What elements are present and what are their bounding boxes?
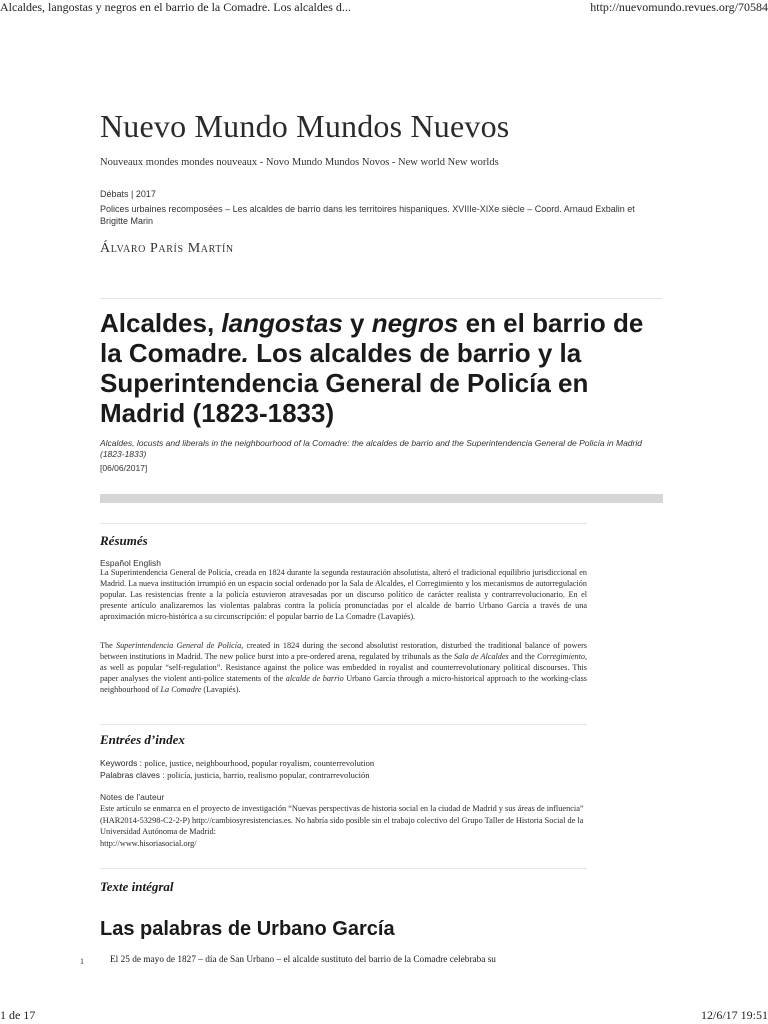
print-datetime: 12/6/17 19:51	[700, 1008, 768, 1022]
abstract-en: The Superintendencia General de Policía, created in 1824 during the second absolutist restoration, disturbed the traditional balance of powers between institutions in Madrid. The new police burst into a pre-ordered arena, regulated by tribunals as the Sala de Alcaldes and the Corregimiento, as well as popular “self-regulation”. Resistance against the police was embedded in royalist and counterrevolutionary political discourses. This paper analyses the violent anti-police statements of the alcalde de barrio Urbano García through a micro-historical approach to the working-class neighbourhood of La Comadre (Lavapiés).	[100, 641, 588, 694]
resumes-heading: Résumés	[100, 533, 148, 548]
palabras-line: Palabras claves : policía, justicia, barrio, realismo popular, contrarrevolución	[100, 770, 370, 780]
article-title: Alcaldes, langostas y negros en el barrio de la Comadre. Los alcaldes de barrio y la Superintendencia General de Policía en Madrid (1823-1833)	[100, 308, 644, 428]
abstract-es: La Superintendencia General de Policía, creada en 1824 durante la segunda restauración absolutista, alteró el tradicional equilibrio jurisdiccional en Madrid. La nueva institución irrumpió en un espacio social ordenado por la Sala de Alcaldes, el Corregimiento y los mecanismos de autorregulación popular. Las resistencias frente a la policía estuvieron atravesadas por un discurso político de carácter realista y contrarrevolucionario. En el presente artículo analizaremos las violentas palabras contra la policía pronunciadas por el alcalde de barrio Urbano García a través de una aproximación micro-histórica a su circunscripción: el popular barrio de La Comadre (Lavapiés).	[100, 568, 587, 621]
site-subtitle: Nouveaux mondes mondes nouveaux - Novo Mundo Mundos Novos - New world New worlds	[100, 157, 499, 168]
section-heading: Las palabras de Urbano García	[100, 918, 395, 940]
alternate-title: Alcaldes, locusts and liberals in the neighbourhood of la Comadre: the alcaldes de barrio and the Superintendencia General de Policía in Madrid (1823-1833)	[100, 438, 642, 459]
divider	[100, 298, 662, 299]
texte-heading: Texte intégral	[100, 879, 174, 894]
separator-bar	[100, 494, 663, 503]
index-heading: Entrées d’index	[100, 732, 185, 747]
section-breadcrumb[interactable]: Débats | 2017	[100, 189, 156, 199]
print-footer	[0, 1008, 768, 1024]
site-title[interactable]: Nuevo Mundo Mundos Nuevos	[100, 108, 510, 144]
publication-date: [06/06/2017]	[100, 463, 148, 473]
print-header	[0, 0, 768, 16]
author-notes-text: Este artículo se enmarca en el proyecto de investigación “Nuevas perspectivas de historia social en la ciudad de Madrid y sus áreas de influencia” (HAR2014-53298-C2-2-P) http://cambiosyresistencias.es. No habría sido posible sin el trabajo colectivo del Grupo Taller de Historia Social de la Universidad Autónoma de Madrid: http://www.hisoriasocial.org/	[100, 804, 584, 848]
print-header-title: Alcaldes, langostas y negros en el barrio de la Comadre. Los alcaldes d...	[0, 0, 351, 14]
page-count: 1 de 17	[0, 1008, 36, 1022]
print-header-url[interactable]: http://nuevomundo.revues.org/70584	[590, 0, 768, 14]
notes-link[interactable]: http://www.hisoriasocial.org/	[100, 838, 197, 848]
paragraph-number: 1	[80, 957, 84, 966]
language-switch[interactable]: Español English	[100, 558, 161, 568]
divider	[100, 724, 587, 725]
author-name[interactable]: Álvaro París Martín	[100, 241, 234, 256]
body-paragraph: El 25 de mayo de 1827 – día de San Urbano – el alcalde sustituto del barrio de la Comadre celebraba su	[110, 955, 496, 965]
divider	[100, 868, 587, 869]
palabras-values[interactable]: policía, justicia, barrio, realismo popular, contrarrevolución	[167, 770, 370, 780]
keywords-values[interactable]: police, justice, neighbourhood, popular royalism, counterrevolution	[144, 758, 375, 768]
collection-link[interactable]: Polices urbaines recomposées – Les alcaldes de barrio dans les territoires hispaniques. XVIIIe-XIXe siècle – Coord. Arnaud Exbalin et Brigitte Marin	[100, 204, 635, 226]
divider	[100, 523, 587, 524]
keywords-line: Keywords : police, justice, neighbourhood, popular royalism, counterrevolution	[100, 758, 375, 768]
author-notes-label: Notes de l’auteur	[100, 792, 165, 802]
